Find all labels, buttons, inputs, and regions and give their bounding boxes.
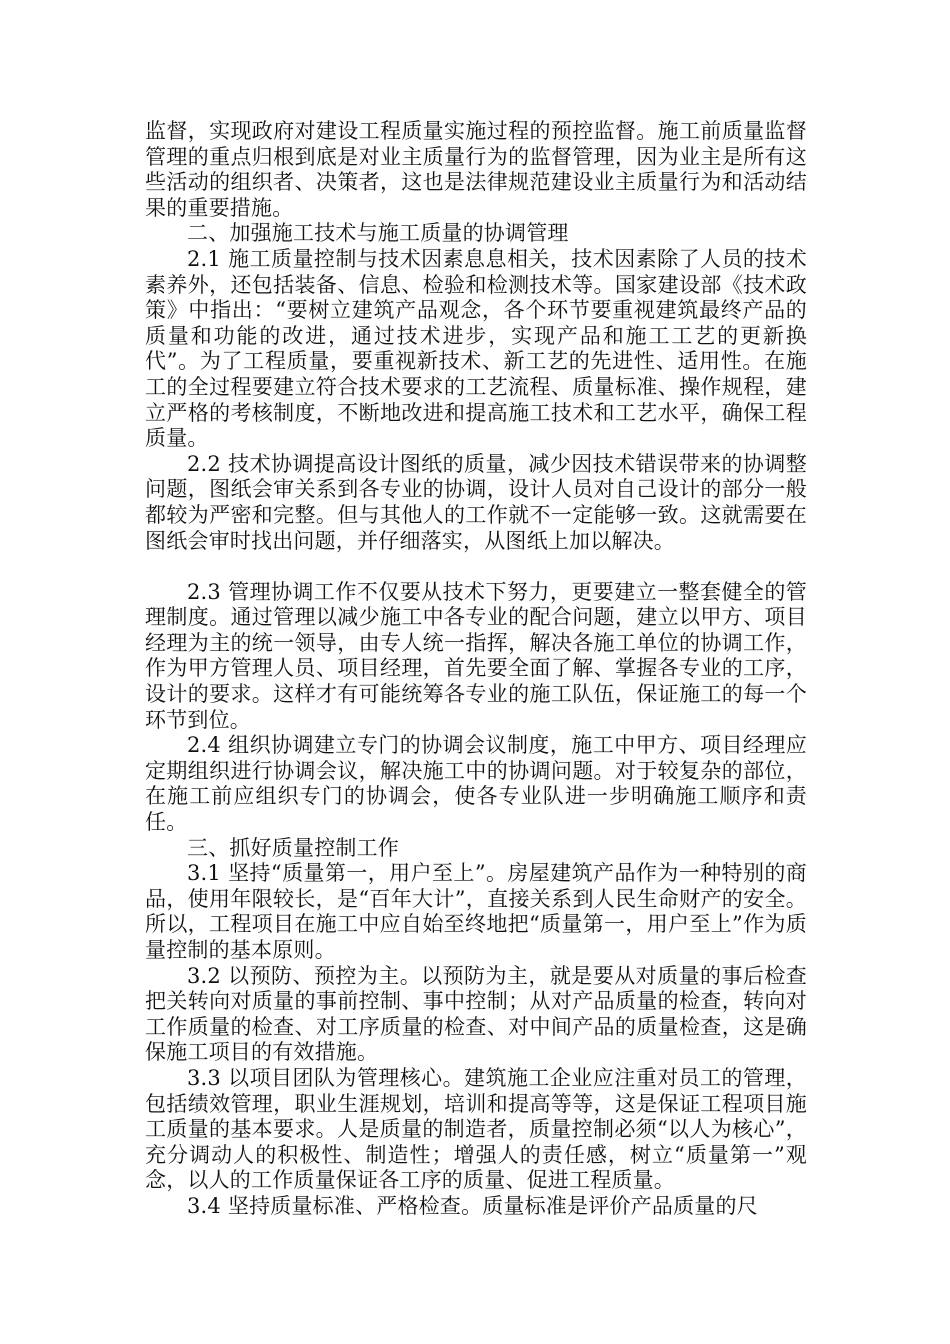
paragraph-2-4: 2.4 组织协调建立专门的协调会议制度，施工中甲方、项目经理应定期组织进行协调会议，解决施工中的协调问题。对于较复杂的部位，在施工前应组织专门的协调会，使各专业队进一步明确施工顺序和责任。 [145,733,807,835]
paragraph-gap [145,554,807,580]
paragraph-2-1: 2.1 施工质量控制与技术因素息息相关，技术因素除了人员的技术素养外，还包括装备、信息、检验和检测技术等。国家建设部《技术政策》中指出：“要树立建筑产品观念，各个环节要重视建筑最终产品的质量和功能的改进，通过技术进步，实现产品和施工工艺的更新换代”。为了工程质量，要重视新技术、新工艺的先进性、适用性。在施工的全过程要建立符合技术要求的工艺流程、质量标准、操作规程，建立严格的考核制度，不断地改进和提高施工技术和工艺水平，确保工程质量。 [145,246,807,451]
body-text [145,119,807,1220]
paragraph-3-2: 3.2 以预防、预控为主。以预防为主，就是要从对质量的事后检查把关转向对质量的事前控制、事中控制；从对产品质量的检查，转向对工作质量的检查、对工序质量的检查、对中间产品的质量检查，这是确保施工项目的有效措施。 [145,963,807,1065]
section-heading-3: 三、抓好质量控制工作 [187,835,399,860]
paragraph-2-3: 2.3 管理协调工作不仅要从技术下努力，更要建立一整套健全的管理制度。通过管理以减少施工中各专业的配合问题，建立以甲方、项目经理为主的统一领导，由专人统一指挥，解决各施工单位的协调工作，作为甲方管理人员、项目经理，首先要全面了解、掌握各专业的工序，设计的要求。这样才有可能统筹各专业的施工队伍，保证施工的每一个环节到位。 [145,579,807,732]
paragraph-2-2: 2.2 技术协调提高设计图纸的质量，减少因技术错误带来的协调整问题，图纸会审关系到各专业的协调，设计人员对自己设计的部分一般都较为严密和完整。但与其他人的工作就不一定能够一致。这就需要在图纸会审时找出问题，并仔细落实，从图纸上加以解决。 [145,451,807,553]
paragraph-intro: 监督，实现政府对建设工程质量实施过程的预控监督。施工前质量监督管理的重点归根到底是对业主质量行为的监督管理，因为业主是所有这些活动的组织者、决策者，这也是法律规范建设业主质量行为和活动结果的重要措施。 [145,119,807,220]
section-heading-2: 二、加强施工技术与施工质量的协调管理 [187,221,569,246]
paragraph-3-3: 3.3 以项目团队为管理核心。建筑施工企业应注重对员工的管理，包括绩效管理，职业生涯规划，培训和提高等等，这是保证工程项目施工质量的基本要求。人是质量的制造者，质量控制必须“以人为核心”，充分调动人的积极性、制造性；增强人的责任感，树立“质量第一”观念，以人的工作质量保证各工序的质量、促进工程质量。 [145,1065,807,1193]
paragraph-3-1: 3.1 坚持“质量第一，用户至上”。房屋建筑产品作为一种特别的商品，使用年限较长，是“百年大计”，直接关系到人民生命财产的安全。所以，工程项目在施工中应自始至终地把“质量第一，用户至上”作为质量控制的基本原则。 [145,861,807,962]
paragraph-3-4: 3.4 坚持质量标准、严格检查。质量标准是评价产品质量的尺 [187,1193,758,1218]
